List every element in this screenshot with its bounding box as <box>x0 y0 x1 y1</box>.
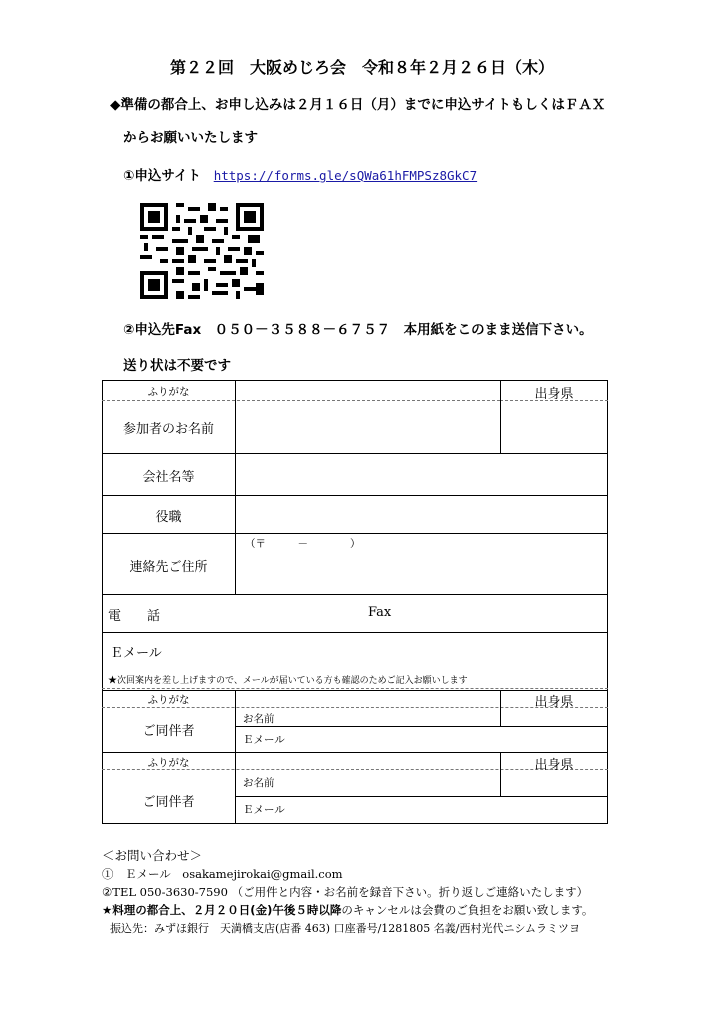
phone-label: 電 話 <box>108 609 161 624</box>
application-form <box>102 380 608 824</box>
bank-transfer-info: 振込先：みずほ銀行 天満橋支店(店番 463) 口座番号/1281805 名義/西村光代ニシムラミツヨ <box>110 922 581 935</box>
companion2-label: ご同伴者 <box>142 795 195 810</box>
companion2-birthplace-label: 出身県 <box>534 758 574 773</box>
contact-email: ① Ｅメール osakamejirokai@gmail.com <box>102 867 343 881</box>
fax-instructions: ②申込先Fax ０５０－３５８８－６７５７ 本用紙をこのまま送信下さい。 <box>123 322 593 338</box>
address-label: 連絡先ご住所 <box>129 560 208 575</box>
email-label: Ｅメール <box>110 646 162 661</box>
position-label: 役職 <box>155 510 182 525</box>
company-label: 会社名等 <box>142 470 195 485</box>
postal-code-field[interactable]: （〒 － ） <box>245 538 361 550</box>
companion2-furigana-label: ふりがな <box>147 757 190 769</box>
deadline-note-cont: からお願いいたします <box>123 130 258 146</box>
birthplace-label: 出身県 <box>534 387 574 402</box>
companion1-furigana-label: ふりがな <box>147 694 190 706</box>
contact-heading: ＜お問い合わせ＞ <box>102 848 203 863</box>
companion1-name-label: お名前 <box>243 713 275 725</box>
application-site <box>123 164 477 184</box>
page-title: 第２２回 大阪めじろ会 令和８年２月２６日（木） <box>169 58 554 77</box>
qr-code-icon <box>140 203 264 299</box>
companion1-label: ご同伴者 <box>142 724 195 739</box>
deadline-note: ◆準備の都合上、お申し込みは２月１６日（月）までに申込サイトもしくはＦＡＸ <box>110 97 606 113</box>
email-note: ★次回案内を差し上げますので、メールが届いている方も確認のためご記入お願いします <box>108 676 468 686</box>
cancellation-note: ★料理の都合上、２月２０日(金)午後５時以降のキャンセルは会費のご負担をお願い致します。 <box>102 903 594 917</box>
companion2-name-label: お名前 <box>243 777 275 789</box>
fax-instructions-cont: 送り状は不要です <box>123 358 231 374</box>
companion1-email-label: Ｅメール <box>243 734 285 746</box>
contact-phone: ②TEL 050-3630-7590 （ご用件と内容・お名前を録音下さい。折り返しご連絡いたします） <box>102 885 589 899</box>
furigana-label: ふりがな <box>147 386 190 398</box>
cancellation-deadline: ２月２０日(金)午後５時以降 <box>192 903 342 917</box>
site-label: ①申込サイト <box>123 168 201 184</box>
companion1-birthplace-label: 出身県 <box>534 695 574 710</box>
fax-label: Fax <box>368 605 392 620</box>
companion2-email-label: Ｅメール <box>243 804 285 816</box>
participant-name-label: 参加者のお名前 <box>122 422 214 437</box>
site-link[interactable]: https://forms.gle/sQWa61hFMPSz8GkC7 <box>213 168 478 183</box>
